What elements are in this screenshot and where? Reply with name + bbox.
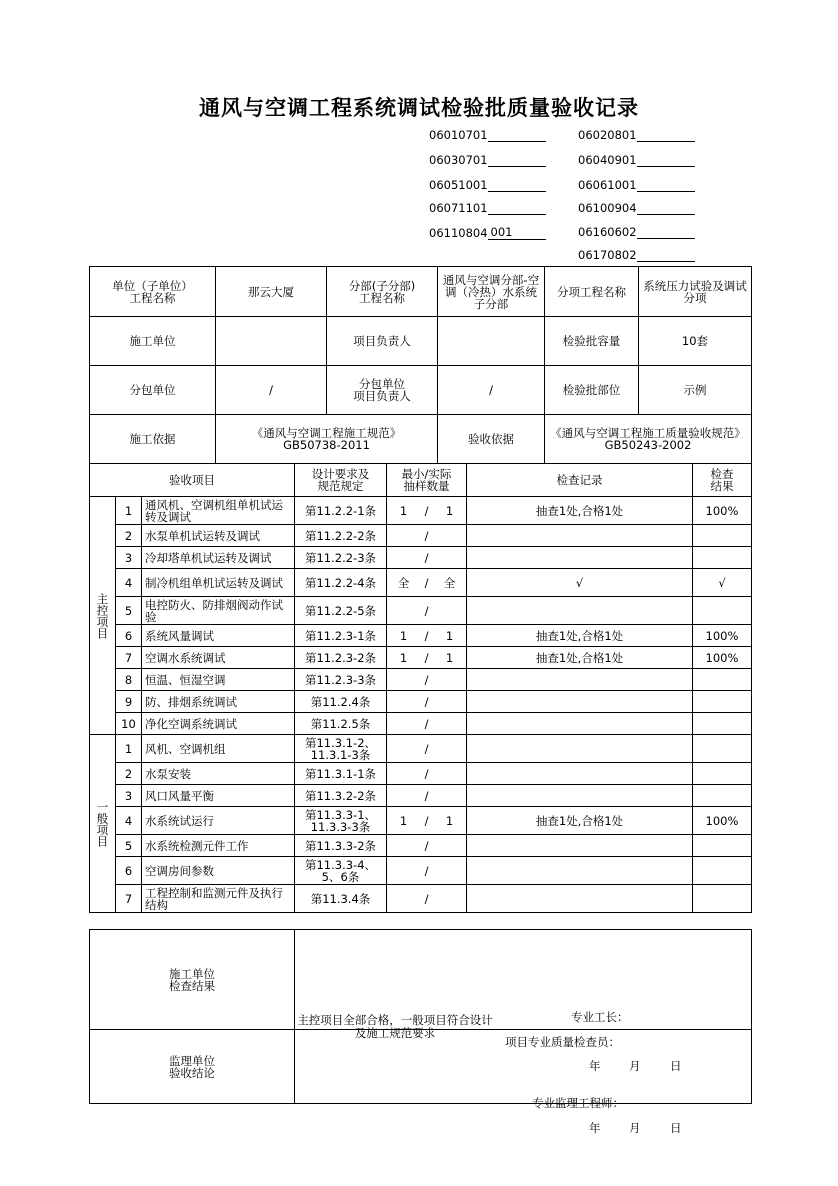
item-name: 恒温、恒湿空调 <box>142 669 295 691</box>
item-no: 10 <box>116 713 142 735</box>
item-result <box>693 857 752 885</box>
item-record: √ <box>467 569 693 597</box>
col-design: 设计要求及 规范规定 <box>295 464 387 497</box>
part-label: 检验批部位 <box>545 366 639 415</box>
item-record <box>467 835 693 857</box>
code-blank: 001 <box>488 225 546 240</box>
code-ref <box>578 201 695 217</box>
sample-slash: / <box>424 716 429 731</box>
item-result <box>693 713 752 735</box>
table-row <box>90 669 752 691</box>
signoff-table <box>89 929 752 1135</box>
accept-label: 验收依据 <box>438 415 545 464</box>
item-record <box>467 713 693 735</box>
item-name: 冷却塔单机试运转及调试 <box>142 547 295 569</box>
item-design: 第11.2.2-4条 <box>295 569 387 597</box>
table-row <box>90 497 752 525</box>
item-sample <box>387 647 467 669</box>
sub-value: / <box>216 366 327 415</box>
item-record <box>467 669 693 691</box>
item-no: 5 <box>116 835 142 857</box>
contractor-year: 年 <box>589 1058 601 1073</box>
table-row <box>90 647 752 669</box>
item-sample <box>387 691 467 713</box>
code-ref <box>429 153 546 169</box>
sample-min: 全 <box>397 575 410 590</box>
table-row <box>90 713 752 735</box>
code-number: 06100904 <box>578 201 637 215</box>
item-no: 3 <box>116 547 142 569</box>
pm-label: 项目负责人 <box>327 317 438 366</box>
accept-value: 《通风与空调工程施工质量验收规范》GB50243-2002 <box>545 415 752 464</box>
item-design: 第11.3.3-1、11.3.3-3条 <box>295 807 387 835</box>
item-design: 第11.2.2-2条 <box>295 525 387 547</box>
item-result <box>693 525 752 547</box>
item-sample <box>387 625 467 647</box>
item-no: 2 <box>116 525 142 547</box>
item-no: 4 <box>116 807 142 835</box>
code-number: 06160602 <box>578 225 637 239</box>
sub-label: 分包单位 <box>90 366 216 415</box>
item-sample <box>387 735 467 763</box>
item-sample <box>387 547 467 569</box>
group-label <box>90 735 116 913</box>
contractor-label: 施工单位 <box>90 317 216 366</box>
item-no: 5 <box>116 597 142 625</box>
sample-act: 全 <box>443 575 456 590</box>
code-ref <box>578 225 695 241</box>
foreman-label: 专业工长： <box>571 1009 629 1024</box>
item-sample <box>387 885 467 913</box>
table-row <box>90 547 752 569</box>
item-sample <box>387 763 467 785</box>
item-sample <box>387 713 467 735</box>
col-result: 检查 结果 <box>693 464 752 497</box>
item-design: 第11.3.3-4、5、6条 <box>295 857 387 885</box>
item-design: 第11.2.3-3条 <box>295 669 387 691</box>
item-no: 6 <box>116 857 142 885</box>
code-blank <box>637 238 695 239</box>
code-number: 06020801 <box>578 128 637 142</box>
item-no: 1 <box>116 497 142 525</box>
sample-slash: / <box>424 838 429 853</box>
col-item: 验收项目 <box>90 464 295 497</box>
code-ref <box>429 128 546 144</box>
item-no: 3 <box>116 785 142 807</box>
item-sample <box>387 525 467 547</box>
code-blank <box>637 214 695 215</box>
code-ref <box>578 248 695 264</box>
table-row <box>90 857 752 885</box>
code-blank <box>637 191 695 192</box>
code-number: 06071101 <box>429 201 488 215</box>
item-sample <box>387 669 467 691</box>
item-result <box>693 669 752 691</box>
table-row <box>90 885 752 913</box>
item-no: 7 <box>116 885 142 913</box>
item-design: 第11.3.1-1条 <box>295 763 387 785</box>
unit-value: 那云大厦 <box>216 267 327 317</box>
contractor-month: 月 <box>629 1058 641 1073</box>
item-sample <box>387 785 467 807</box>
code-blank <box>637 261 695 262</box>
item-sample <box>387 807 467 835</box>
code-ref <box>429 178 546 194</box>
table-row <box>90 835 752 857</box>
item-result <box>693 785 752 807</box>
sample-slash: / <box>424 694 429 709</box>
inspector-label: 项目专业质量检查员： <box>505 1034 620 1049</box>
sample-slash: / <box>424 766 429 781</box>
sample-slash: / <box>424 503 429 518</box>
code-ref <box>578 153 695 169</box>
page-title: 通风与空调工程系统调试检验批质量验收记录 <box>199 95 639 120</box>
item-design: 第11.2.2-5条 <box>295 597 387 625</box>
code-ref <box>578 178 695 194</box>
item-design: 第11.3.4条 <box>295 885 387 913</box>
item-name: 防、排烟系统调试 <box>142 691 295 713</box>
division-value: 通风与空调分部-空调（冷热）水系统子分部 <box>438 267 545 317</box>
item-name: 水泵安装 <box>142 763 295 785</box>
code-ref <box>429 201 546 217</box>
item-no: 9 <box>116 691 142 713</box>
sample-slash: / <box>424 741 429 756</box>
item-result <box>693 763 752 785</box>
header-table <box>89 266 752 464</box>
item-name: 制冷机组单机试运转及调试 <box>142 569 295 597</box>
item-design: 第11.2.2-3条 <box>295 547 387 569</box>
item-name: 水系统试运行 <box>142 807 295 835</box>
item-label: 分项工程名称 <box>545 267 639 317</box>
item-sample <box>387 857 467 885</box>
item-result <box>693 885 752 913</box>
table-row <box>90 785 752 807</box>
item-name: 通风机、空调机组单机试运转及调试 <box>142 497 295 525</box>
pm-value <box>438 317 545 366</box>
table-row <box>90 807 752 835</box>
sample-slash: / <box>424 650 429 665</box>
unit-label: 单位（子单位） 工程名称 <box>90 267 216 317</box>
engineer-label: 专业监理工程师： <box>532 1095 624 1110</box>
contractor-result-cell <box>295 930 752 1073</box>
code-blank <box>488 141 546 142</box>
item-name: 系统风量调试 <box>142 625 295 647</box>
item-name: 空调水系统调试 <box>142 647 295 669</box>
item-design: 第11.2.4条 <box>295 691 387 713</box>
item-no: 6 <box>116 625 142 647</box>
capacity-label: 检验批容量 <box>545 317 639 366</box>
item-name: 风口风量平衡 <box>142 785 295 807</box>
supervision-year: 年 <box>589 1120 601 1135</box>
item-record: 抽查1处,合格1处 <box>467 497 693 525</box>
supervision-month: 月 <box>629 1120 641 1135</box>
item-name: 风机、空调机组 <box>142 735 295 763</box>
item-result: 100% <box>693 807 752 835</box>
item-name: 工程控制和监测元件及执行结构 <box>142 885 295 913</box>
group-label-text: 一般项目 <box>95 800 110 847</box>
sample-slash: / <box>424 628 429 643</box>
code-number: 06040901 <box>578 153 637 167</box>
code-blank <box>488 166 546 167</box>
code-blank <box>488 191 546 192</box>
item-sample <box>387 497 467 525</box>
code-blank <box>488 214 546 215</box>
item-result <box>693 547 752 569</box>
item-design: 第11.2.3-1条 <box>295 625 387 647</box>
sample-slash: / <box>424 550 429 565</box>
division-label: 分部(子分部) 工程名称 <box>327 267 438 317</box>
item-design: 第11.2.5条 <box>295 713 387 735</box>
item-record <box>467 735 693 763</box>
item-record: 抽查1处,合格1处 <box>467 807 693 835</box>
item-sample <box>387 569 467 597</box>
code-ref <box>578 128 695 144</box>
code-number: 06010701 <box>429 128 488 142</box>
item-sample <box>387 597 467 625</box>
table-row <box>90 763 752 785</box>
basis-value: 《通风与空调工程施工规范》 GB50738-2011 <box>216 415 438 464</box>
sample-min: 1 <box>399 628 408 643</box>
item-design: 第11.2.2-1条 <box>295 497 387 525</box>
item-record <box>467 785 693 807</box>
contractor-result-label: 施工单位 检查结果 <box>90 930 295 1030</box>
table-row <box>90 525 752 547</box>
code-ref <box>429 225 546 241</box>
item-record: 抽查1处,合格1处 <box>467 647 693 669</box>
sub-pm-label: 分包单位 项目负责人 <box>327 366 438 415</box>
code-number: 06051001 <box>429 178 488 192</box>
item-result: 100% <box>693 647 752 669</box>
item-design: 第11.2.3-2条 <box>295 647 387 669</box>
item-record <box>467 857 693 885</box>
sample-min: 1 <box>399 813 408 828</box>
supervision-label: 监理单位 验收结论 <box>90 1030 295 1104</box>
item-result <box>693 735 752 763</box>
code-number: 06030701 <box>429 153 488 167</box>
item-name: 水泵单机试运转及调试 <box>142 525 295 547</box>
sample-slash: / <box>424 575 429 590</box>
item-record: 抽查1处,合格1处 <box>467 625 693 647</box>
item-record <box>467 597 693 625</box>
item-record <box>467 525 693 547</box>
item-no: 8 <box>116 669 142 691</box>
table-row <box>90 569 752 597</box>
item-sample <box>387 835 467 857</box>
item-record <box>467 691 693 713</box>
item-no: 7 <box>116 647 142 669</box>
code-number: 06061001 <box>578 178 637 192</box>
code-blank <box>637 166 695 167</box>
item-record <box>467 885 693 913</box>
item-record <box>467 763 693 785</box>
item-result: 100% <box>693 625 752 647</box>
item-name: 水系统检测元件工作 <box>142 835 295 857</box>
item-design: 第11.3.3-2条 <box>295 835 387 857</box>
item-design: 第11.3.1-2、11.3.1-3条 <box>295 735 387 763</box>
sample-act: 1 <box>445 628 454 643</box>
item-result: √ <box>693 569 752 597</box>
sample-min: 1 <box>399 650 408 665</box>
sample-slash: / <box>424 603 429 618</box>
supervision-day: 日 <box>670 1120 682 1135</box>
item-value: 系统压力试验及调试分项 <box>639 267 752 317</box>
table-row <box>90 597 752 625</box>
code-number: 06170802 <box>578 248 637 262</box>
contractor-day: 日 <box>670 1058 682 1073</box>
col-record: 检查记录 <box>467 464 693 497</box>
sample-slash: / <box>424 528 429 543</box>
sample-act: 1 <box>445 813 454 828</box>
item-no: 1 <box>116 735 142 763</box>
table-row <box>90 735 752 763</box>
sample-slash: / <box>424 813 429 828</box>
sample-act: 1 <box>445 650 454 665</box>
capacity-value: 10套 <box>639 317 752 366</box>
sub-pm-value: / <box>438 366 545 415</box>
item-name: 电控防火、防排烟阀动作试验 <box>142 597 295 625</box>
inspection-table <box>89 463 752 913</box>
item-name: 净化空调系统调试 <box>142 713 295 735</box>
contractor-result-text: 主控项目全部合格，一般项目符合设计及施工规范要求 <box>297 1012 493 1040</box>
part-value: 示例 <box>639 366 752 415</box>
table-row <box>90 625 752 647</box>
sample-act: 1 <box>445 503 454 518</box>
sample-slash: / <box>424 891 429 906</box>
sample-min: 1 <box>399 503 408 518</box>
table-row <box>90 691 752 713</box>
sample-slash: / <box>424 788 429 803</box>
item-design: 第11.3.2-2条 <box>295 785 387 807</box>
sample-slash: / <box>424 863 429 878</box>
item-record <box>467 547 693 569</box>
contractor-value <box>216 317 327 366</box>
col-sample: 最小/实际 抽样数量 <box>387 464 467 497</box>
basis-label: 施工依据 <box>90 415 216 464</box>
item-no: 4 <box>116 569 142 597</box>
code-blank <box>637 141 695 142</box>
item-result: 100% <box>693 497 752 525</box>
group-label-text: 主控项目 <box>95 592 110 639</box>
item-name: 空调房间参数 <box>142 857 295 885</box>
item-result <box>693 691 752 713</box>
sample-slash: / <box>424 672 429 687</box>
group-label <box>90 497 116 735</box>
item-no: 2 <box>116 763 142 785</box>
item-result <box>693 597 752 625</box>
item-result <box>693 835 752 857</box>
code-number: 06110804 <box>429 226 488 240</box>
